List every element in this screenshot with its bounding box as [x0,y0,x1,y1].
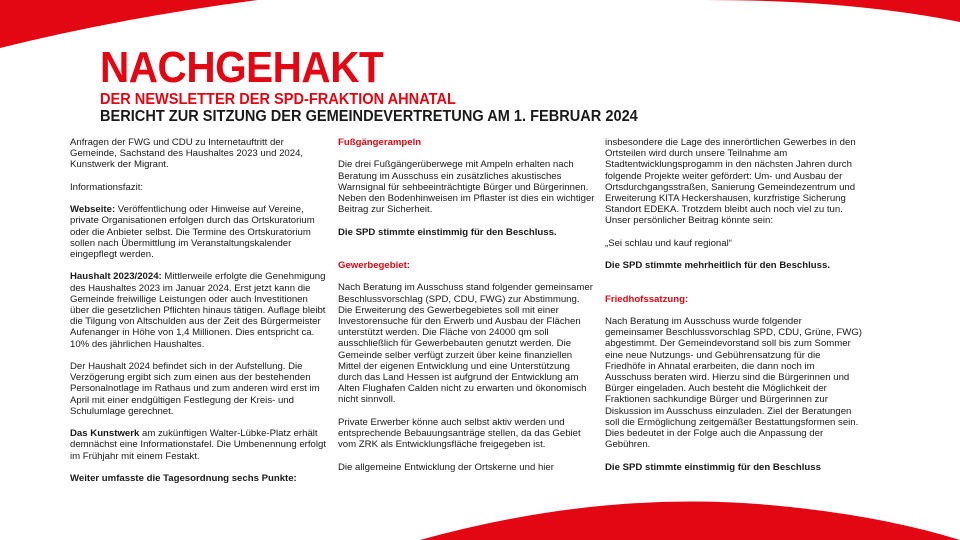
column-middle [338,137,595,484]
intro-paragraph: Anfragen der FWG und CDU zu Internetauftritt der Gemeinde, Sachstand des Haushaltes 2023 und 2024, Kunstwerk der Migrant. [70,137,304,171]
cemetery-paragraph: Nach Beratung im Ausschuss wurde folgender gemeinsamer Beschlussvorschlag SPD, CDU, Grüne, FWG) abgestimmt. Der Gemeindevorstand soll bis zum Sommer eine neue Nutzungs- und Gebührensatzung für die Friedhöfe in Ahnatal erarbeiten, die dann noch im Ausschuss beraten wird. Hierzu sind die Bürgerinnen und Bürger eingeladen. Auch besteht die Möglichkeit der Fraktionen sachkundige Bürger und Bürgerinnen zur Diskussion im Ausschuss einzuladen. Ziel der Beratungen soll die Ermöglichung zeitgemäßer Bestattungsformen sein. Dies bedeutet in der Folge auch die Anpassung der Gebühren. [605,315,862,451]
budget-label: Haushalt 2023/2024: [70,271,162,283]
column-right [605,137,862,484]
budget-text: Mittlerweile erfolgte die Genehmigung des Haushaltes 2023 im Januar 2024. Erst jetzt kann die Gemeinde freiwillige Leistungen oder auch Investitionen über die gesetzlichen Pflichten hinaus tätigen. Auflage bleibt die Tilgung von Altschulden aus der Zeit des Bürgermeister Aufenanger in Höhe von 1,4 Millionen. Dies entspricht ca. 10% des jährlichen Haushaltes. [70,271,326,350]
cemetery-vote: Die SPD stimmte einstimmig für den Beschluss [605,461,821,473]
commercial-paragraph: Nach Beratung im Ausschuss stand folgender gemeinsamer Beschlussvorschlag (SPD, CDU, FWG) zur Abstimmung. Die Erweiterung des Gewerbegebietes soll mit einer Investorensuche für den Erwerb und Ausbau der Flächen unterstützt werden. Die Fläche von 24000 qm soll ausschließlich für Gewerbebauten genutzt werden. Die Gemeinde selber verfügt zurzeit über keine finanziellen Mittel der eigenen Entwicklung und eine Unterstützung durch das Land Hessen ist aufgrund der Entwicklung am Alten Flughafen Calden nicht zu erwarten und ökonomisch nicht sinnvoll. [338,282,593,406]
artwork-text: am zukünftigen Walter-Lübke-Platz erhält demnächst eine Informationstafel. Die Umbenennung erfolgt im Frühjahr mit einem Festakt. [70,428,326,462]
newsletter-title: NACHGEHAKT [100,43,384,92]
website-paragraph [70,204,328,260]
newsletter-header [100,43,920,125]
column-left [70,137,328,495]
agenda-line: Weiter umfasste die Tagesordnung sechs Punkte: [70,473,297,484]
private-buyers-paragraph: Private Erwerber könne auch selbst aktiv werden und entsprechende Bebauungsanträge stellen, da das Gebiet vom ZRK als Entwicklungsfläche freigegeben ist. [338,416,581,451]
info-summary-label: Informationsfazit: [70,181,144,193]
budget-2024-paragraph: Der Haushalt 2024 befindet sich in der Aufstellung. Die Verzögerung ergibt sich zum einen aus der bestehenden Personalnotlage im Rathaus und zum anderen wird erst im April mit einer endgültigen Festlegung der Kreis- und Schulumlage gerechnet. [70,361,320,417]
crossing-heading: Fußgängerampeln [338,137,422,148]
top-left-arc [0,0,258,48]
artwork-label: Das Kunstwerk [70,428,140,440]
regional-quote: „Sei schlau und kauf regional“ [605,237,732,249]
crossing-paragraph: Die drei Fußgängerüberwege mit Ampeln erhalten nach Beratung im Ausschuss ein zusätzliches akustisches Warnsignal für sehbeeinträchtigte Bürger und Bürgerinnen. Neben den Bodenhinweisen im Pflaster ist dies ein wichtiger Beitrag zur Sicherheit. [338,159,595,216]
general-development-paragraph: Die allgemeine Entwicklung der Ortskerne und hier [338,461,554,473]
website-label: Webseite: [70,204,116,216]
commercial-heading: Gewerbegebiet: [338,259,410,271]
newsletter-subtitle: DER NEWSLETTER DER SPD-FRAKTION AHNATAL [100,91,456,108]
commercial-vote: Die SPD stimmte mehrheitlich für den Beschluss. [605,260,830,272]
bottom-right-arc [420,502,960,540]
continuation-paragraph: insbesondere die Lage des innerörtlichen Gewerbes in den Ortsteilen wird durch unsere Teilnahme am Stadtentwicklungsprogamm in den nächsten Jahren durch folgende Projekte weiter gefördert: Um- und Ausbau der Ortsdurchgangsstraßen, Sanierung Gemeindezentrum und Erweiterung KITA Heckershausen, kurzfristige Sicherung Standort EDEKA. Trotzdem bleibt auch noch viel zu tun. Unser persönlicher Beitrag könnte sein: [605,137,856,227]
top-right-arc [705,0,960,22]
budget-paragraph [70,271,328,349]
crossing-vote: Die SPD stimmte einstimmig für den Beschluss. [338,226,557,238]
artwork-paragraph [70,428,328,462]
website-text: Veröffentlichung oder Hinweise auf Vereine, private Organisationen erfolgen durch das Ortskuratorium oder die Anbieter selbst. Die Termine des Ortskuratorium sollen nach Übermittlung im Veranstaltungskalender eingepflegt werden. [70,204,315,260]
cemetery-heading: Friedhofssatzung: [605,293,689,305]
report-heading: BERICHT ZUR SITZUNG DER GEMEINDEVERTRETUNG AM 1. FEBRUAR 2024 [100,108,638,125]
